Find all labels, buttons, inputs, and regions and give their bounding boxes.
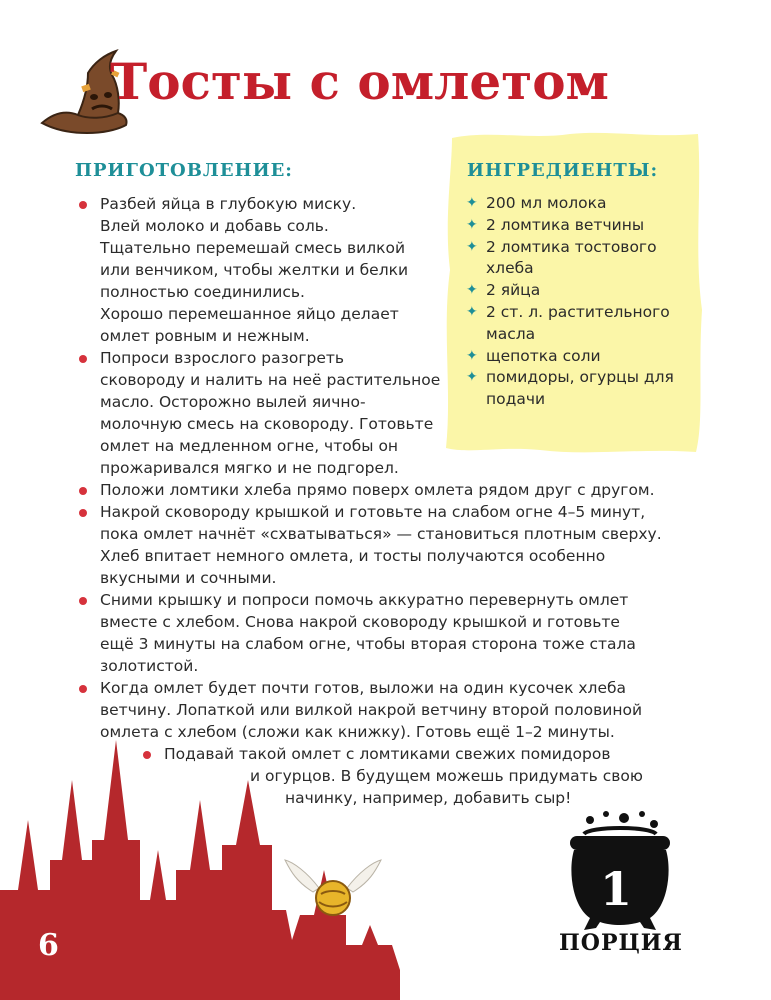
page-number: 6 — [38, 928, 59, 963]
step-text-line: Сними крышку и попроси помочь аккуратно перевернуть омлет — [100, 591, 629, 609]
ingredient-item — [466, 346, 696, 368]
step-text-line: Хорошо перемешанное яйцо делает — [100, 305, 399, 323]
step-text-line: омлет на медленном огне, чтобы он — [100, 437, 399, 455]
step-text-line: Влей молоко и добавь соль. — [100, 217, 329, 235]
star-bullet-icon: ✦ — [466, 238, 478, 255]
bullet-dot-icon — [79, 509, 87, 517]
step-text-line: Подавай такой омлет с ломтиками свежих помидоров — [164, 745, 611, 763]
ingredient-text: 2 ломтика тостового хлеба — [486, 237, 657, 278]
step-text-line: Попроси взрослого разогреть — [100, 349, 345, 367]
ingredient-text: щепотка соли — [486, 346, 601, 365]
step-text-line: Разбей яйца в глубокую миску. — [100, 195, 357, 213]
step-text-line: омлета с хлебом (сложи как книжку). Готовь ещё 1–2 минуты. — [100, 723, 615, 741]
ingredient-item — [466, 193, 696, 215]
star-bullet-icon: ✦ — [466, 303, 478, 320]
portion-number: 1 — [599, 862, 632, 916]
step-text-line: ещё 3 минуты на слабом огне, чтобы вторая сторона тоже стала — [100, 635, 636, 653]
bullet-dot-icon — [79, 597, 87, 605]
step-text-line: начинку, например, добавить сыр! — [285, 789, 572, 807]
ingredient-text: 2 яйца — [486, 281, 541, 300]
step-text-line: Накрой сковороду крышкой и готовьте на слабом огне 4–5 минут, — [100, 503, 646, 521]
bullet-dot-icon — [79, 685, 87, 693]
step-text-line: вместе с хлебом. Снова накрой сковороду крышкой и готовьте — [100, 613, 620, 631]
step-text-line: Положи ломтики хлеба прямо поверх омлета рядом друг с другом. — [100, 481, 655, 499]
step-text-line: омлет ровным и нежным. — [100, 327, 310, 345]
star-bullet-icon: ✦ — [466, 369, 478, 386]
step-text-line: масло. Осторожно вылей яично- — [100, 393, 366, 411]
step-text-line: или венчиком, чтобы желтки и белки — [100, 261, 409, 279]
step-text-line: ветчину. Лопаткой или вилкой накрой ветчину второй половиной — [100, 701, 643, 719]
step-text-line: и огурцов. В будущем можешь придумать свою — [250, 767, 643, 785]
ingredient-text: 2 ломтика ветчины — [486, 215, 645, 234]
golden-snitch-icon — [283, 852, 383, 922]
star-bullet-icon: ✦ — [466, 195, 478, 211]
step-text-line: золотистой. — [100, 657, 199, 675]
step-text-line: вкусными и сочными. — [100, 569, 277, 587]
bullet-dot-icon — [79, 487, 87, 495]
portion-label: ПОРЦИЯ — [559, 930, 683, 956]
step-text-line: пока омлет начнёт «схватываться» — становиться плотным сверху. — [100, 525, 662, 543]
step-text-line: молочную смесь на сковороду. Готовьте — [100, 415, 434, 433]
step-text-line: прожаривался мягко и не подгорел. — [100, 459, 399, 477]
star-bullet-icon: ✦ — [466, 216, 478, 233]
step-text-line: Тщательно перемешай смесь вилкой — [100, 239, 406, 257]
ingredient-item — [466, 237, 696, 281]
star-bullet-icon: ✦ — [466, 282, 478, 299]
bullet-dot-icon — [79, 355, 87, 363]
ingredient-text: помидоры, огурцы для подачи — [486, 368, 674, 409]
preparation-heading: ПРИГОТОВЛЕНИЕ: — [75, 160, 293, 181]
ingredient-item — [466, 367, 696, 411]
step-text-line: полностью соединились. — [100, 283, 305, 301]
ingredients-heading: ИНГРЕДИЕНТЫ: — [467, 160, 659, 181]
ingredient-item — [466, 302, 696, 346]
ingredients-list — [466, 193, 696, 411]
step-text-line: Когда омлет будет почти готов, выложи на один кусочек хлеба — [100, 679, 627, 697]
step-text-line: сковороду и налить на неё растительное — [100, 371, 441, 389]
step-text-line: Хлеб впитает немного омлета, и тосты получаются особенно — [100, 547, 606, 565]
page-title: Тосты с омлетом — [110, 52, 609, 111]
star-bullet-icon: ✦ — [466, 347, 478, 364]
ingredient-text: 2 ст. л. растительного масла — [486, 302, 670, 343]
ingredient-item — [466, 280, 696, 302]
ingredient-item — [466, 215, 696, 237]
ingredient-text: 200 мл молока — [486, 194, 607, 212]
bullet-dot-icon — [79, 201, 87, 209]
